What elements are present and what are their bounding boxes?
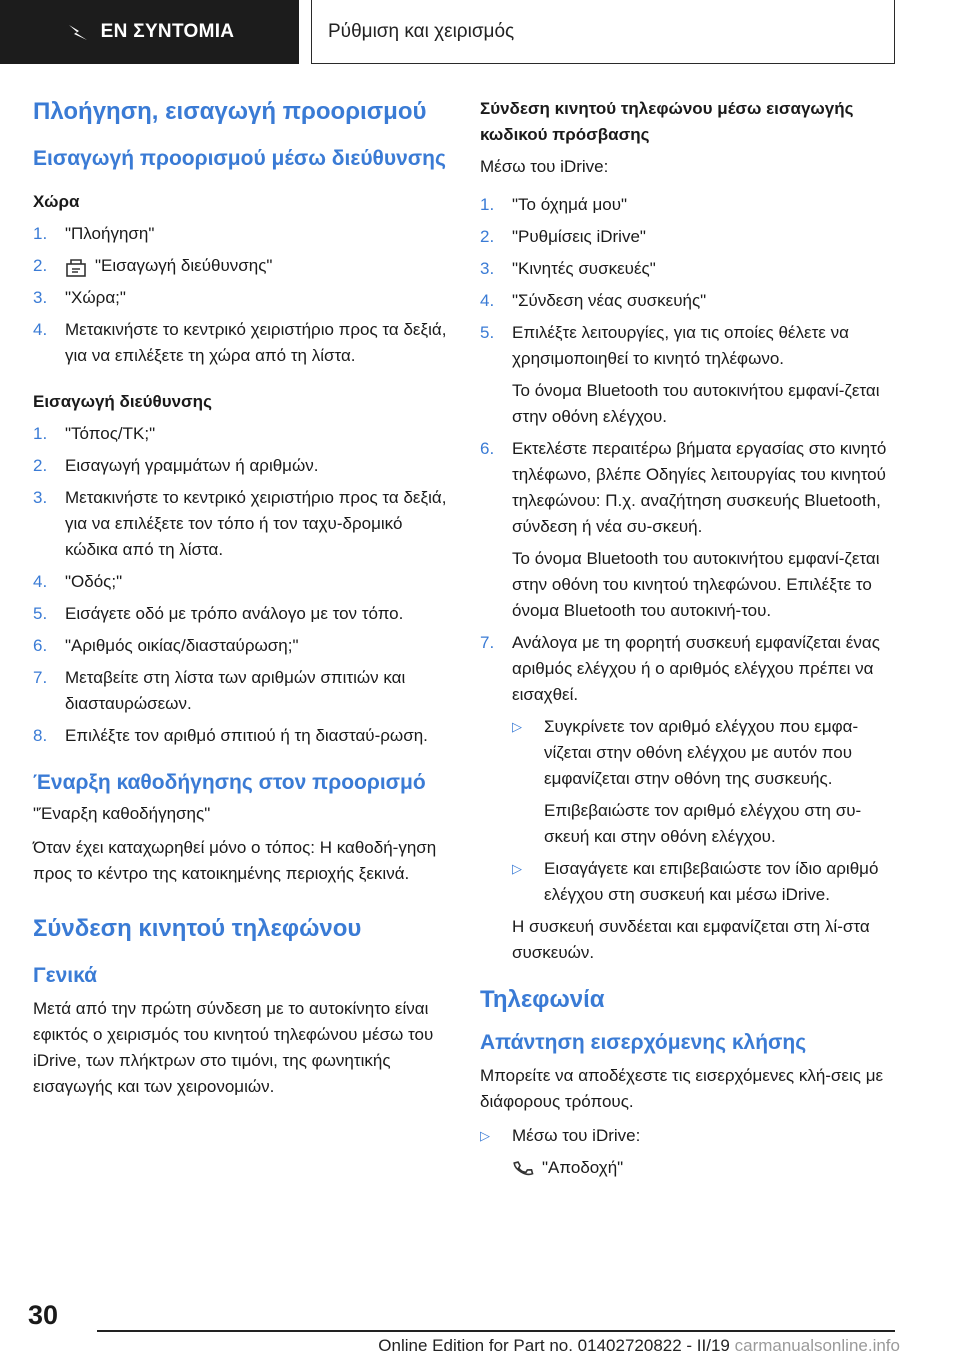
- list-item: 1. "Το όχημά μου": [480, 195, 628, 214]
- list-item: 4. "Οδός;": [33, 572, 123, 591]
- chapter-tab[interactable]: [311, 0, 895, 64]
- phone-handset-icon: [512, 1158, 534, 1180]
- phone-connect-heading: Σύνδεση κινητού τηλεφώνου: [33, 915, 362, 942]
- right-column: [480, 96, 900, 1181]
- page-number: 30: [28, 1300, 59, 1330]
- section-tab[interactable]: [0, 0, 299, 64]
- nav-heading: Πλοήγηση, εισαγωγή προορισμού: [33, 98, 427, 125]
- list-item: 7. Ανάλογα με τη φορητή συσκευή εμφανίζεται ένας αριθμός ελέγχου ή ο αριθμός ελέγχου πρέπει να εισαχθεί. ▷ Συγκρίνετε τον αριθμό ελέγχου που εμφα-νίζεται στην οθόνη ελέγχου με αυτόν που εμφανίζεται στην οθόνη της συσκευής. Επιβεβαιώστε τον αριθμό ελέγχου στη συ-σκευή και στην οθόνη ελέγχου. ▷ Εισαγάγετε και επιβεβαιώστε τον ίδιο αριθμό ελέγχου στη συσκευή και μέσω iDrive. Η συσκευή συνδέεται και εμφανίζεται στη λί-στα συσκευών.: [480, 630, 900, 966]
- general-heading: Γενικά: [33, 964, 98, 987]
- guidance-heading: Έναρξη καθοδήγησης στον προορισμό: [33, 771, 426, 794]
- list-item: 3. Μετακινήστε το κεντρικό χειριστήριο προς τα δεξιά, για να επιλέξετε τον τόπο ή τον ταχυ-δρομικό κώδικα από τη λίστα.: [33, 488, 447, 559]
- list-item: 5. Εισάγετε οδό με τρόπο ανάλογο με τον τόπο.: [33, 604, 404, 623]
- footer-divider: [97, 1330, 895, 1332]
- list-item: 4. "Σύνδεση νέας συσκευής": [480, 291, 707, 310]
- country-heading: Χώρα: [33, 192, 80, 211]
- list-item: 8. Επιλέξτε τον αριθμό σπιτιού ή τη διασταύ-ρωση.: [33, 726, 428, 745]
- via-idrive-text: Μέσω του iDrive:: [480, 157, 609, 176]
- list-item: 7. Μεταβείτε στη λίστα των αριθμών σπιτιών και διασταυρώσεων.: [33, 668, 406, 713]
- chapter-tab-label: Ρύθμιση και χειρισμός: [328, 20, 515, 42]
- list-item: 2. "Ρυθμίσεις iDrive": [480, 227, 646, 246]
- country-steps: [33, 221, 453, 369]
- triangle-bullet-icon: [512, 714, 544, 850]
- list-item: 1. "Πλοήγηση": [33, 224, 155, 243]
- bullet-item: ▷ Εισαγάγετε και επιβεβαιώστε τον ίδιο αριθμό ελέγχου στη συσκευή και μέσω iDrive.: [512, 856, 900, 908]
- triangle-bullet-icon: [512, 856, 544, 908]
- list-item: 3. "Χώρα;": [33, 288, 126, 307]
- guidance-note: Όταν έχει καταχωρηθεί μόνο ο τόπος: Η καθοδή-γηση προς το κέντρο της κατοικημένης περιοχής ξεκινά.: [33, 838, 437, 883]
- section-tab-label: ΕΝ ΣΥΝΤΟΜΙΑ: [100, 21, 235, 42]
- list-item: 6. "Αριθμός οικίας/διασταύρωση;": [33, 636, 299, 655]
- triangle-bullet-icon: [480, 1123, 512, 1181]
- address-entry-heading: Εισαγωγή προορισμού μέσω διεύθυνσης: [33, 147, 446, 170]
- connect-steps: [480, 192, 900, 966]
- address-steps: [33, 421, 453, 749]
- answer-call-heading: Απάντηση εισερχόμενης κλήσης: [480, 1031, 807, 1054]
- list-item: 5. Επιλέξτε λειτουργίες, για τις οποίες θέλετε να χρησιμοποιηθεί το κινητό τηλέφωνο. Το όνομα Bluetooth του αυτοκινήτου εμφανί-ζεται στην οθόνη ελέγχου.: [480, 323, 880, 426]
- footer-edition: Online Edition for Part no. 01402720822 - II/19 carmanualsonline.info: [378, 1336, 900, 1355]
- lightning-bolt-icon: [65, 21, 91, 43]
- general-text: Μετά από την πρώτη σύνδεση με το αυτοκίνητο είναι εφικτός ο χειρισμός του κινητού τηλεφώνου μέσω του iDrive, των πλήκτρων στο τιμόνι, της φωνητικής εισαγωγής και των χειρονομιών.: [33, 999, 434, 1096]
- address-entry-icon: [65, 256, 87, 278]
- watermark-text: carmanualsonline.info: [734, 1336, 900, 1355]
- list-item: 3. "Κινητές συσκευές": [480, 259, 656, 278]
- bullet-item: ▷ Μέσω του iDrive: "Αποδοχή": [480, 1123, 900, 1181]
- telephony-heading: Τηλεφωνία: [480, 986, 605, 1013]
- passkey-connect-heading: Σύνδεση κινητού τηλεφώνου μέσω εισαγωγής κωδικού πρόσβασης: [480, 99, 854, 144]
- list-item: 4. Μετακινήστε το κεντρικό χειριστήριο προς τα δεξιά, για να επιλέξετε τη χώρα από τη λίστα.: [33, 320, 447, 365]
- bullet-item: ▷ Συγκρίνετε τον αριθμό ελέγχου που εμφα-νίζεται στην οθόνη ελέγχου με αυτόν που εμφανίζεται στην οθόνη της συσκευής. Επιβεβαιώστε τον αριθμό ελέγχου στη συ-σκευή και στην οθόνη ελέγχου.: [512, 714, 900, 850]
- list-item: 6. Εκτελέστε περαιτέρω βήματα εργασίας στο κινητό τηλέφωνο, βλέπε Οδηγίες λειτουργίας του κινητού τηλεφώνου: Π.χ. αναζήτηση συσκευής Bluetooth, σύνδεση ή νέα συ-σκευή. Το όνομα Bluetooth του αυτοκινήτου εμφανί-ζεται στην οθόνη του κινητού τηλεφώνου. Επιλέξτε το όνομα Bluetooth του αυτοκινή-του.: [480, 439, 887, 620]
- left-column: [33, 96, 453, 1108]
- address-heading: Εισαγωγή διεύθυνσης: [33, 392, 212, 411]
- list-item: 2. "Εισαγωγή διεύθυνσης": [33, 253, 453, 279]
- list-item: 2. Εισαγωγή γραμμάτων ή αριθμών.: [33, 456, 319, 475]
- guidance-command: "Έναρξη καθοδήγησης": [33, 804, 211, 823]
- answer-call-text: Μπορείτε να αποδέχεστε τις εισερχόμενες κλή-σεις με διάφορους τρόπους.: [480, 1066, 884, 1111]
- list-item: 1. "Τόπος/ΤΚ;": [33, 424, 156, 443]
